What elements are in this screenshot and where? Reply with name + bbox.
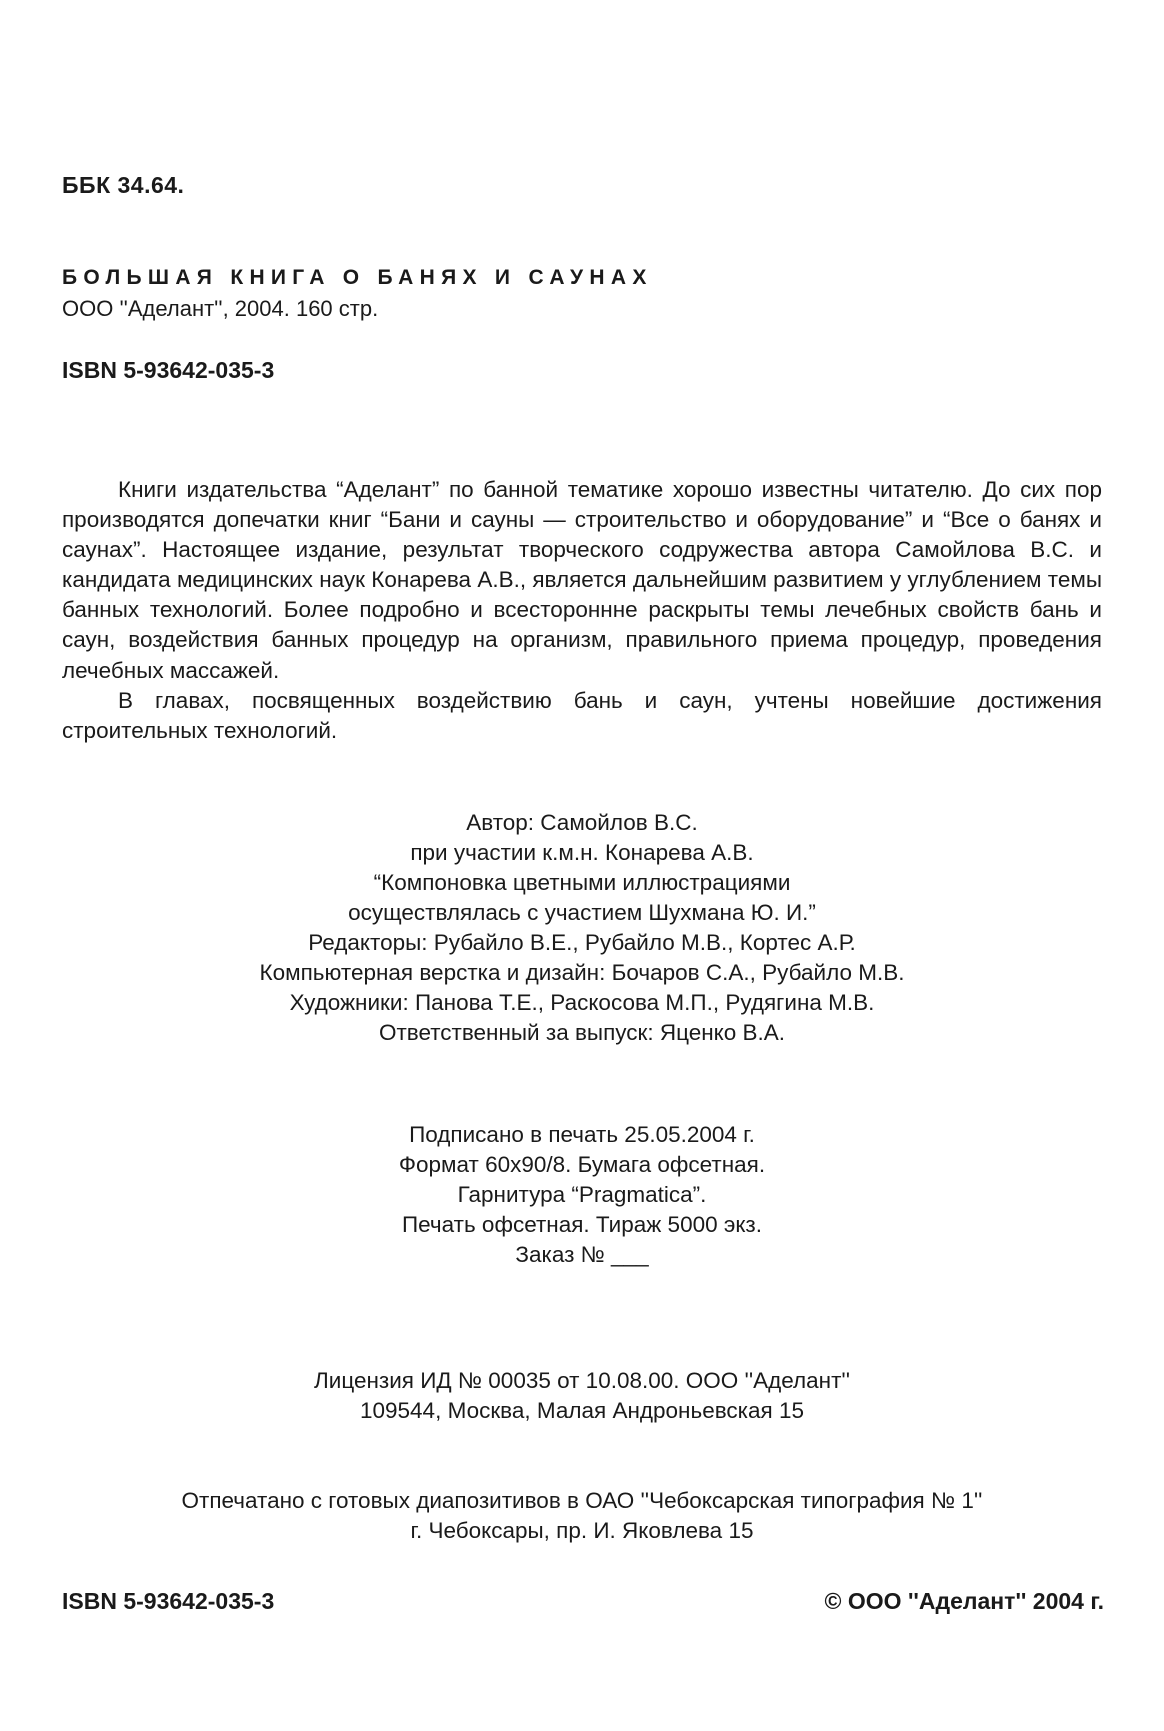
abstract <box>62 475 1102 746</box>
license-block <box>0 1366 1164 1426</box>
print-info-line: Заказ № ___ <box>515 1242 649 1267</box>
abstract-paragraph: В главах, посвященных воздействию бань и саун, учтены новейшие достижения строительных технологий. <box>62 687 1102 743</box>
abstract-paragraph: Книги издательства “Аделант” по банной тематике хорошо известны читателю. До сих пор производятся допечатки книг “Бани и сауны — строительство и оборудование” и “Все о банях и саунах”. Настоящее издание, результат творческого содружества автора Самойлова В.С. и кандидата медицинских наук Конарева А.В., является дальнейшим развитием у углублением темы банных технологий. Более подробно и всестороннне раскрыты темы лечебных свойств бань и саун, воздействия банных процедур на организм, правильного приема процедур, проведения лечебных массажей. <box>62 477 1102 683</box>
credit-layout-note: осуществлялась с участием Шухмана Ю. И.” <box>348 900 816 925</box>
copyright-notice: © ООО ''Аделант'' 2004 г. <box>824 1588 1104 1614</box>
credits-block <box>0 808 1164 1048</box>
print-info-line: Гарнитура “Pragmatica”. <box>457 1182 707 1207</box>
credit-layout-note: “Компоновка цветными иллюстрациями <box>373 870 791 895</box>
credit-coauthor: при участии к.м.н. Конарева А.В. <box>410 840 754 865</box>
bbk-code: ББК 34.64. <box>62 172 185 198</box>
print-info-line: Формат 60x90/8. Бумага офсетная. <box>398 1152 766 1177</box>
print-info-block <box>0 1120 1164 1270</box>
print-info-line: Подписано в печать 25.05.2004 г. <box>409 1122 755 1147</box>
printer-line: Отпечатано с готовых диапозитивов в ОАО ''Чебоксарская типография № 1'' <box>181 1488 983 1513</box>
credit-artists: Художники: Панова Т.Е., Раскосова М.П., Рудягина М.В. <box>289 990 875 1015</box>
credit-author: Автор: Самойлов В.С. <box>466 810 698 835</box>
license-line: Лицензия ИД № 00035 от 10.08.00. ООО ''Аделант'' <box>314 1368 850 1393</box>
isbn-header: ISBN 5-93642-035-3 <box>62 357 275 383</box>
printer-block <box>0 1486 1164 1546</box>
publisher-line: ООО ''Аделант'', 2004. 160 стр. <box>62 296 379 321</box>
book-title: БОЛЬШАЯ КНИГА О БАНЯХ И САУНАХ <box>62 266 653 289</box>
isbn-footer: ISBN 5-93642-035-3 <box>62 1588 275 1614</box>
print-info-line: Печать офсетная. Тираж 5000 экз. <box>401 1212 763 1237</box>
credit-design: Компьютерная верстка и дизайн: Бочаров С.А., Рубайло М.В. <box>259 960 905 985</box>
license-line: 109544, Москва, Малая Андроньевская 15 <box>359 1398 804 1423</box>
printer-line: г. Чебоксары, пр. И. Яковлева 15 <box>410 1518 754 1543</box>
credit-responsible: Ответственный за выпуск: Яценко В.А. <box>378 1020 786 1045</box>
credit-editors: Редакторы: Рубайло В.Е., Рубайло М.В., Кортес А.Р. <box>308 930 856 955</box>
